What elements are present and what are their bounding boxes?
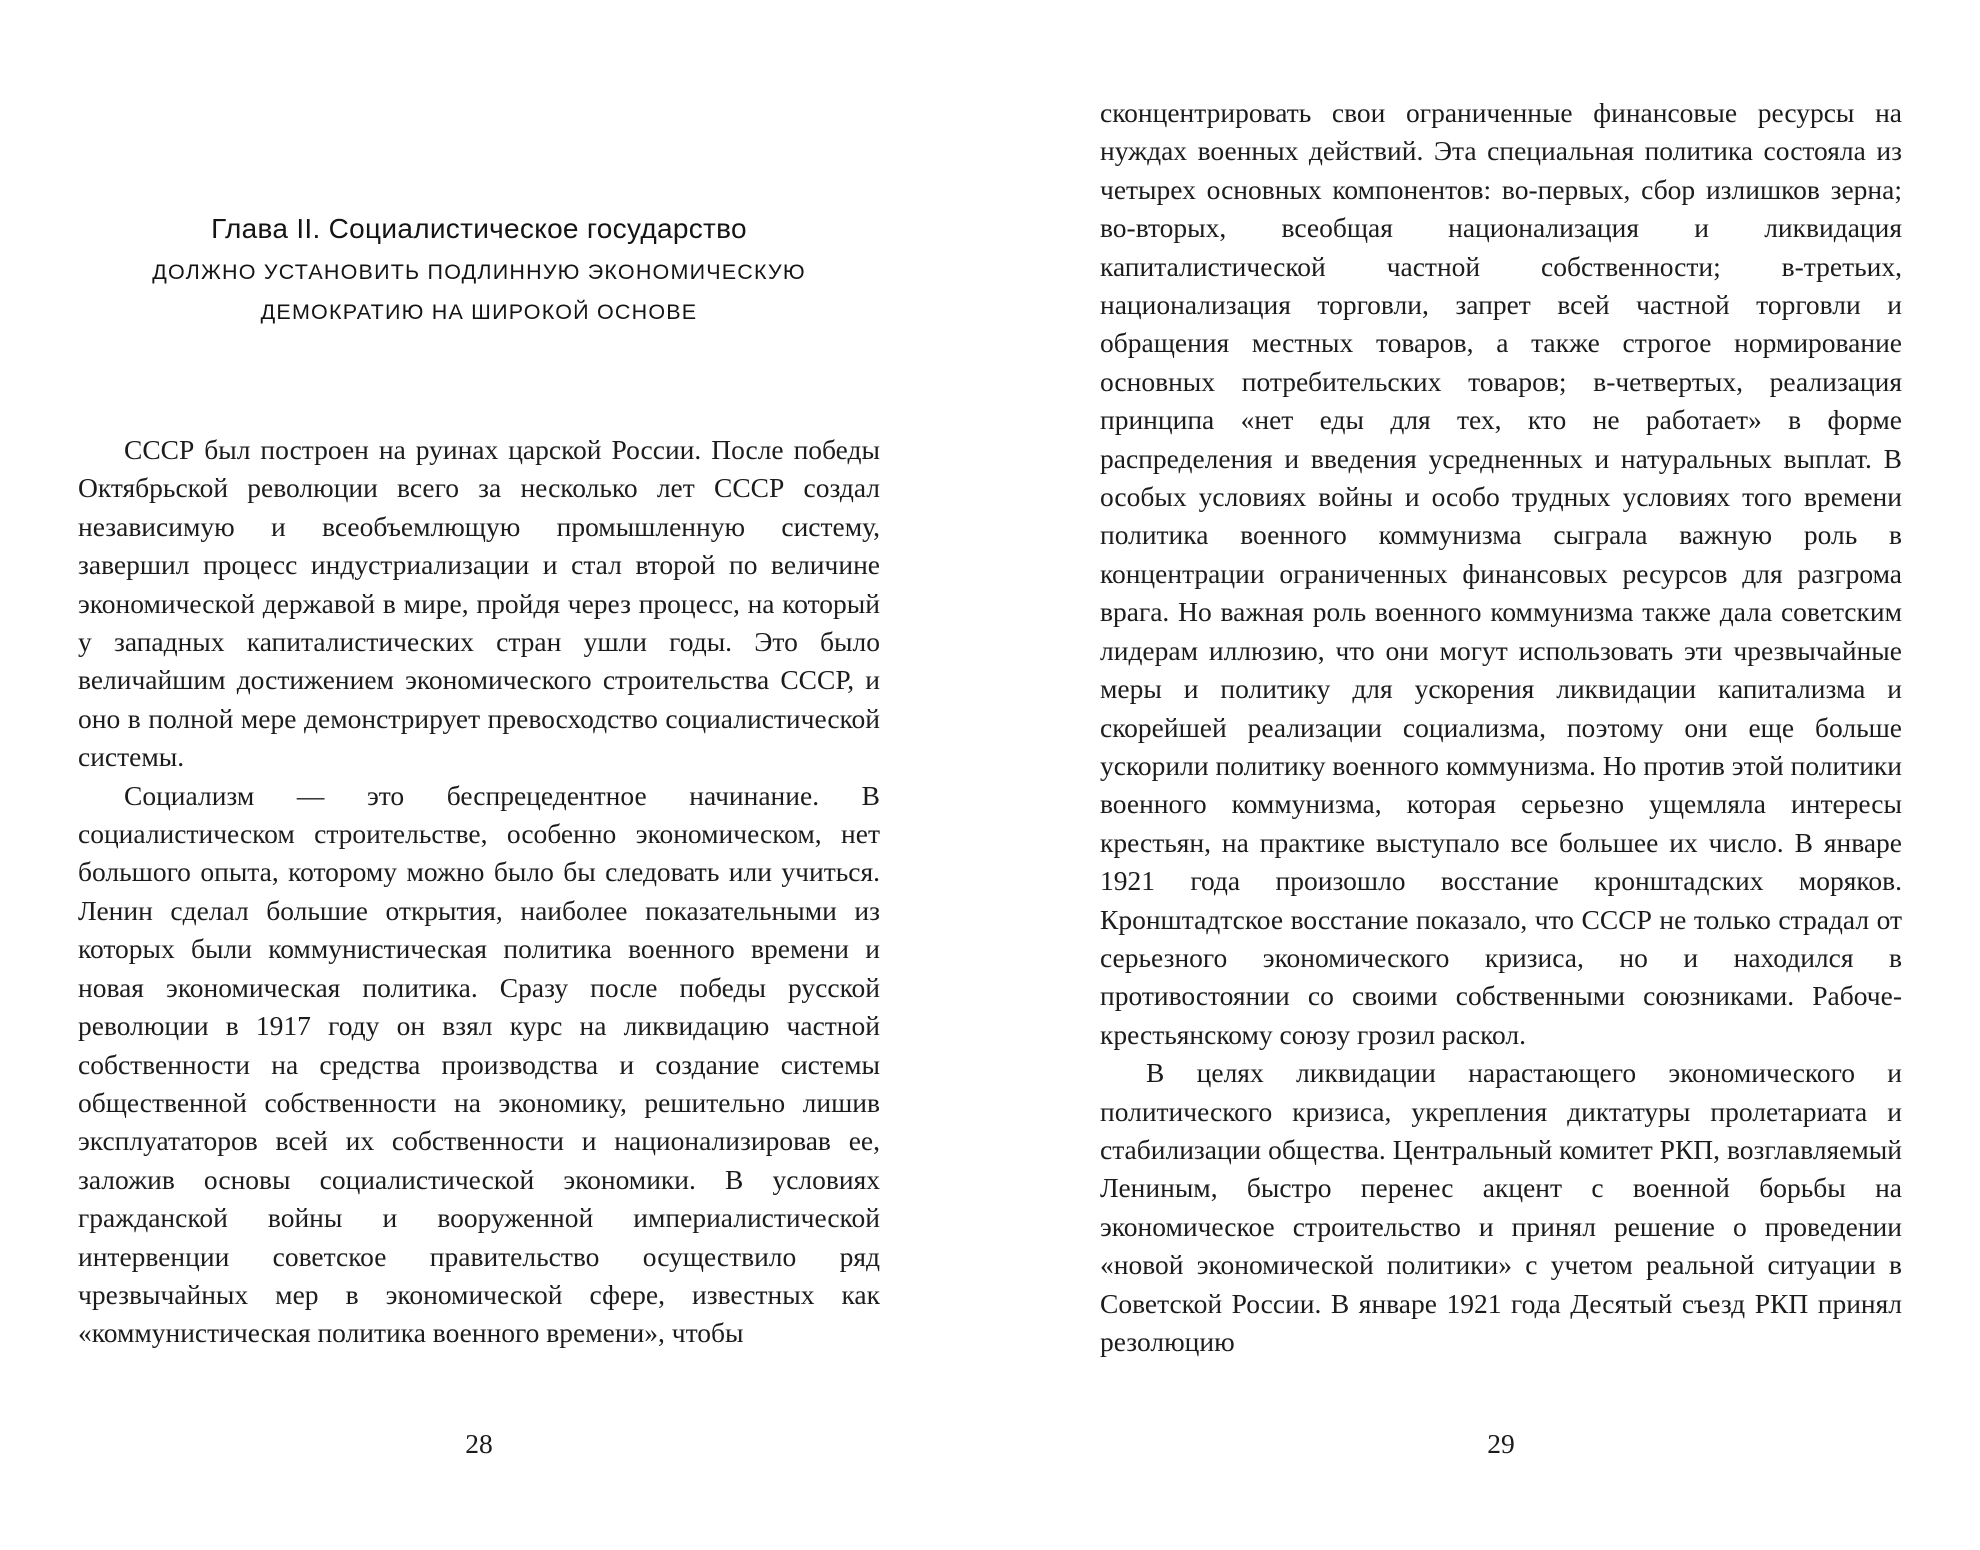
paragraph: Социализм — это беспрецедентное начинание. В социалистическом строительстве, особенно экономическом, нет большого опыта, которому можно было бы следовать или учиться. Ленин сделал большие открытия, наиболее показательными из которых были коммунистическая политика военного времени и новая экономическая политика. Сразу после победы русской революции в 1917 году он взял курс на ликвидацию частной собственности на средства производства и создание системы общественной собственности на экономику, решительно лишив эксплуататоров всей их собственности и национализировав ее, заложив основы социалистической экономики. В условиях гражданской войны и вооруженной империалистической интервенции советское правительство осуществило ряд чрезвычайных мер в экономической сфере, известных как «коммунистическая политика военного времени», чтобы: [78, 779, 880, 1349]
right-page-body: [1100, 94, 1902, 1361]
chapter-title-line-3: ДЕМОКРАТИЮ НА ШИРОКОЙ ОСНОВЕ: [260, 300, 698, 324]
left-page-body: [78, 431, 880, 1353]
chapter-title-line-2: ДОЛЖНО УСТАНОВИТЬ ПОДЛИННУЮ ЭКОНОМИЧЕСКУЮ: [152, 260, 806, 284]
chapter-title-line-1: Глава II. Социалистическое государство: [211, 213, 747, 244]
paragraph: СССР был построен на руинах царской России. После победы Октябрьской революции всего за несколько лет СССР создал независимую и всеобъемлющую промышленную систему, завершил процесс индустриализации и стал второй по величине экономической державой в мире, пройдя через процесс, на который у западных капиталистических стран ушли годы. Это было величайшим достижением экономического строительства СССР, и оно в полной мере демонстрирует превосходство социалистической системы.: [78, 434, 880, 773]
left-page: [78, 0, 880, 1550]
page-number: 28: [465, 1428, 493, 1459]
paragraph: В целях ликвидации нарастающего экономического и политического кризиса, укрепления диктатуры пролетариата и стабилизации общества. Центральный комитет РКП, возглавляемый Лениным, быстро перенес акцент с военной борьбы на экономическое строительство и принял решение о проведении «новой экономической политики» с учетом реальной ситуации в Советской России. В январе 1921 года Десятый съезд РКП принял резолюцию: [1100, 1057, 1902, 1357]
chapter-title: [78, 206, 880, 332]
right-page: [1100, 0, 1902, 1550]
page-number: 29: [1487, 1428, 1515, 1459]
paragraph-continued: сконцентрировать свои ограниченные финансовые ресурсы на нуждах военных действий. Эта специальная политика состояла из четырех основных компонентов: во-первых, сбор излишков зерна; во-вторых, всеобщая национализация и ликвидация капиталистической частной собственности; в-третьих, национализация торговли, запрет всей частной торговли и обращения местных товаров, а также строгое нормирование основных потребительских товаров; в-четвертых, реализация принципа «нет еды для тех, кто не работает» в форме распределения и введения усредненных и натуральных выплат. В особых условиях войны и особо трудных условиях того времени политика военного коммунизма сыграла важную роль в концентрации ограниченных финансовых ресурсов для разгрома врага. Но важная роль военного коммунизма также дала советским лидерам иллюзию, что они могут использовать эти чрезвычайные меры и политику для ускорения ликвидации капитализма и скорейшей реализации социализма, поэтому они еще больше ускорили политику военного коммунизма. Но против этой политики военного коммунизма, которая серьезно ущемляла интересы крестьян, на практике выступало все большее их число. В январе 1921 года произошло восстание кронштадских моряков. Кронштадтское восстание показало, что СССР не только страдал от серьезного экономического кризиса, но и находился в противостоянии со своими собственными союзниками. Рабоче-крестьянскому союзу грозил раскол.: [1100, 97, 1902, 1050]
